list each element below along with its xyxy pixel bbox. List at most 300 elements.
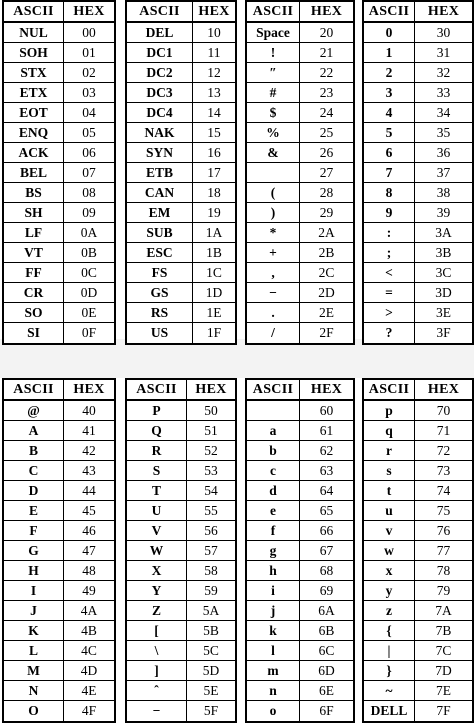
ascii-cell: 4 <box>364 103 415 122</box>
hex-cell: 18 <box>207 184 221 200</box>
table-row <box>127 601 235 621</box>
hex-cell: 62 <box>319 442 334 458</box>
hex-cell: 74 <box>436 482 451 498</box>
ascii-cell: STX <box>4 63 64 82</box>
ascii-table-4 <box>362 0 474 345</box>
table-row <box>247 481 353 501</box>
table-header <box>364 380 472 401</box>
hex-cell: 79 <box>436 582 451 598</box>
hex-cell: 2F <box>319 325 334 340</box>
ascii-cell: + <box>247 243 300 262</box>
hex-cell: 73 <box>436 462 451 478</box>
ascii-cell: ETX <box>4 83 64 102</box>
table-row <box>364 421 472 441</box>
table-row <box>4 143 114 163</box>
table-row <box>364 581 472 601</box>
ascii-column-header: ASCII <box>247 380 300 399</box>
table-row <box>127 521 235 541</box>
ascii-cell: DELL <box>364 701 415 721</box>
table-row <box>4 421 114 441</box>
ascii-cell: P <box>127 401 187 420</box>
table-row <box>127 63 235 83</box>
table-row <box>4 283 114 303</box>
ascii-cell: E <box>4 501 64 520</box>
hex-cell: 01 <box>82 44 96 60</box>
hex-cell: 3C <box>435 264 452 280</box>
ascii-cell: ! <box>247 43 300 62</box>
table-header <box>4 2 114 23</box>
table-row <box>364 43 472 63</box>
table-row <box>364 63 472 83</box>
hex-cell: 75 <box>436 502 451 518</box>
table-row <box>127 661 235 681</box>
hex-cell: 58 <box>204 562 218 578</box>
hex-cell: 4B <box>81 622 97 638</box>
table-row <box>4 641 114 661</box>
ascii-column-header: ASCII <box>4 2 64 21</box>
hex-cell: 0E <box>81 304 97 320</box>
ascii-cell: | <box>364 641 415 660</box>
ascii-table-2 <box>125 0 237 345</box>
ascii-cell: i <box>247 581 300 600</box>
ascii-cell: ; <box>364 243 415 262</box>
hex-cell: 39 <box>436 204 451 220</box>
hex-cell: 49 <box>82 582 96 598</box>
hex-cell: 1C <box>206 264 222 280</box>
ascii-cell: D <box>4 481 64 500</box>
ascii-cell: f <box>247 521 300 540</box>
ascii-cell: DC1 <box>127 43 193 62</box>
table-row <box>127 83 235 103</box>
ascii-cell: : <box>364 223 415 242</box>
hex-cell: 05 <box>82 124 96 140</box>
ascii-cell: ) <box>247 203 300 222</box>
hex-cell: 3D <box>435 284 452 300</box>
ascii-cell: m <box>247 661 300 680</box>
ascii-cell: a <box>247 421 300 440</box>
ascii-cell: 8 <box>364 183 415 202</box>
hex-cell: 55 <box>204 502 218 518</box>
ascii-column-header: ASCII <box>127 2 193 21</box>
hex-cell: 5A <box>202 602 220 618</box>
ascii-cell: $ <box>247 103 300 122</box>
hex-cell: 42 <box>82 442 96 458</box>
hex-cell: 52 <box>204 442 218 458</box>
ascii-cell: H <box>4 561 64 580</box>
hex-cell: 09 <box>82 204 96 220</box>
ascii-cell: K <box>4 621 64 640</box>
hex-cell: 4D <box>80 662 98 678</box>
ascii-column-header: ASCII <box>127 380 187 399</box>
table-row <box>247 501 353 521</box>
table-row <box>127 203 235 223</box>
ascii-cell: { <box>364 621 415 640</box>
table-row <box>247 243 353 263</box>
ascii-cell: L <box>4 641 64 660</box>
hex-cell: 37 <box>436 164 451 180</box>
table-row <box>127 123 235 143</box>
hex-cell: 1A <box>205 224 223 240</box>
table-header <box>364 2 472 23</box>
table-row <box>247 441 353 461</box>
ascii-cell: y <box>364 581 415 600</box>
hex-cell: 0C <box>81 264 97 280</box>
ascii-cell: SH <box>4 203 64 222</box>
table-row <box>364 83 472 103</box>
hex-cell: 5F <box>203 703 219 718</box>
hex-cell: 72 <box>436 442 451 458</box>
ascii-cell: DEL <box>127 23 193 42</box>
ascii-cell: C <box>4 461 64 480</box>
ascii-cell: ? <box>364 323 415 343</box>
ascii-cell: BS <box>4 183 64 202</box>
ascii-cell: k <box>247 621 300 640</box>
hex-cell: 6D <box>318 662 335 678</box>
table-row <box>364 23 472 43</box>
hex-cell: 65 <box>319 502 334 518</box>
table-row <box>364 283 472 303</box>
ascii-cell: Y <box>127 581 187 600</box>
ascii-cell: − <box>127 701 187 721</box>
table-row <box>127 183 235 203</box>
table-row <box>247 223 353 243</box>
table-row <box>127 43 235 63</box>
table-header <box>4 380 114 401</box>
hex-cell: 23 <box>319 84 334 100</box>
hex-cell: 21 <box>319 44 334 60</box>
table-row <box>364 561 472 581</box>
table-row <box>4 661 114 681</box>
ascii-cell: EOT <box>4 103 64 122</box>
ascii-cell: d <box>247 481 300 500</box>
hex-cell: 3F <box>436 325 451 340</box>
ascii-cell: } <box>364 661 415 680</box>
ascii-cell: \ <box>127 641 187 660</box>
ascii-cell: FS <box>127 263 193 282</box>
hex-cell: 1E <box>206 304 222 320</box>
hex-cell: 3B <box>435 244 452 260</box>
ascii-cell: z <box>364 601 415 620</box>
table-row <box>4 303 114 323</box>
table-row <box>4 481 114 501</box>
hex-cell: 70 <box>436 402 451 418</box>
table-row <box>364 541 472 561</box>
table-row <box>127 681 235 701</box>
table-row <box>127 581 235 601</box>
hex-cell: 4C <box>81 642 97 658</box>
hex-cell: 32 <box>436 64 451 80</box>
hex-cell: 56 <box>204 522 218 538</box>
hex-cell: 68 <box>319 562 334 578</box>
ascii-cell: EM <box>127 203 193 222</box>
table-row <box>127 143 235 163</box>
table-row <box>4 441 114 461</box>
hex-column-header: HEX <box>310 381 343 397</box>
hex-cell: 2A <box>318 224 335 240</box>
table-row <box>4 263 114 283</box>
table-header <box>127 380 235 401</box>
ascii-cell: CAN <box>127 183 193 202</box>
table-row <box>247 43 353 63</box>
ascii-cell: R <box>127 441 187 460</box>
ascii-cell: u <box>364 501 415 520</box>
hex-cell: 3E <box>436 304 451 320</box>
ascii-cell: O <box>4 701 64 721</box>
table-row <box>364 601 472 621</box>
table-row <box>364 263 472 283</box>
hex-cell: 47 <box>82 542 96 558</box>
hex-cell: 46 <box>82 522 96 538</box>
table-row <box>364 303 472 323</box>
hex-cell: 76 <box>436 522 451 538</box>
ascii-cell: ″ <box>247 63 300 82</box>
table-row <box>127 323 235 343</box>
table-row <box>4 183 114 203</box>
ascii-cell: * <box>247 223 300 242</box>
ascii-cell: W <box>127 541 187 560</box>
table-row <box>127 561 235 581</box>
table-row <box>364 243 472 263</box>
hex-cell: 3A <box>435 224 452 240</box>
ascii-cell: ˆ <box>127 681 187 700</box>
hex-cell: 71 <box>436 422 451 438</box>
hex-cell: 59 <box>204 582 218 598</box>
ascii-cell: J <box>4 601 64 620</box>
ascii-cell: ] <box>127 661 187 680</box>
hex-cell: 10 <box>207 24 221 40</box>
table-row <box>247 581 353 601</box>
ascii-cell: 1 <box>364 43 415 62</box>
table-row <box>364 223 472 243</box>
hex-cell: 36 <box>436 144 451 160</box>
hex-cell: 0D <box>80 284 98 300</box>
hex-cell: 5B <box>203 622 219 638</box>
hex-cell: 2C <box>318 264 335 280</box>
hex-cell: 45 <box>82 502 96 518</box>
hex-cell: 1F <box>206 325 222 340</box>
table-row <box>247 163 353 183</box>
ascii-cell: 2 <box>364 63 415 82</box>
ascii-cell: X <box>127 561 187 580</box>
table-row <box>247 421 353 441</box>
table-row <box>4 323 114 343</box>
table-row <box>364 183 472 203</box>
table-row <box>247 323 353 343</box>
ascii-cell: l <box>247 641 300 660</box>
table-row <box>364 681 472 701</box>
hex-cell: 5E <box>203 682 219 698</box>
hex-cell: 5D <box>202 662 220 678</box>
ascii-cell: . <box>247 303 300 322</box>
ascii-cell: FF <box>4 263 64 282</box>
ascii-cell: & <box>247 143 300 162</box>
table-row <box>247 681 353 701</box>
ascii-cell: S <box>127 461 187 480</box>
ascii-cell: = <box>364 283 415 302</box>
ascii-cell: SYN <box>127 143 193 162</box>
hex-cell: 77 <box>436 542 451 558</box>
table-row <box>4 601 114 621</box>
table-row <box>127 401 235 421</box>
hex-cell: 38 <box>436 184 451 200</box>
ascii-column-header: ASCII <box>4 380 64 399</box>
hex-cell: 7F <box>436 703 451 718</box>
hex-cell: 33 <box>436 84 451 100</box>
ascii-column-header: ASCII <box>364 380 415 399</box>
table-row <box>364 501 472 521</box>
table-row <box>4 103 114 123</box>
ascii-cell: o <box>247 701 300 721</box>
table-row <box>364 203 472 223</box>
hex-cell: 02 <box>82 64 96 80</box>
hex-cell: 00 <box>82 24 96 40</box>
hex-cell: 0B <box>81 244 97 260</box>
ascii-cell: p <box>364 401 415 420</box>
ascii-cell: US <box>127 323 193 343</box>
table-row <box>4 243 114 263</box>
table-row <box>364 641 472 661</box>
hex-cell: 07 <box>82 164 96 180</box>
table-row <box>127 263 235 283</box>
hex-column-header: HEX <box>427 3 460 19</box>
hex-column-header: HEX <box>198 3 230 19</box>
table-row <box>127 103 235 123</box>
table-row <box>127 481 235 501</box>
hex-cell: 1D <box>205 284 223 300</box>
ascii-table-6 <box>125 378 237 723</box>
ascii-cell: > <box>364 303 415 322</box>
hex-cell: 7C <box>435 642 452 658</box>
table-row <box>247 701 353 721</box>
hex-cell: 06 <box>82 144 96 160</box>
table-row <box>4 541 114 561</box>
ascii-column-header: ASCII <box>247 2 300 21</box>
ascii-cell: ACK <box>4 143 64 162</box>
ascii-cell: U <box>127 501 187 520</box>
hex-cell: 35 <box>436 124 451 140</box>
ascii-cell: v <box>364 521 415 540</box>
ascii-cell: / <box>247 323 300 343</box>
hex-cell: 54 <box>204 482 218 498</box>
ascii-cell: ESC <box>127 243 193 262</box>
ascii-cell: CR <box>4 283 64 302</box>
table-row <box>247 303 353 323</box>
hex-cell: 78 <box>436 562 451 578</box>
hex-cell: 31 <box>436 44 451 60</box>
hex-cell: 6B <box>318 622 335 638</box>
hex-column-header: HEX <box>195 381 227 397</box>
hex-cell: 11 <box>207 44 221 60</box>
table-row <box>4 43 114 63</box>
table-row <box>364 521 472 541</box>
table-row <box>127 303 235 323</box>
table-row <box>4 461 114 481</box>
ascii-table-7 <box>245 378 355 723</box>
table-row <box>127 283 235 303</box>
hex-cell: 22 <box>319 64 334 80</box>
table-row <box>364 401 472 421</box>
table-row <box>127 243 235 263</box>
table-row <box>4 621 114 641</box>
hex-cell: 5C <box>203 642 219 658</box>
hex-cell: 7E <box>436 682 451 698</box>
hex-cell: 48 <box>82 562 96 578</box>
table-row <box>4 203 114 223</box>
hex-cell: 19 <box>207 204 221 220</box>
ascii-cell: , <box>247 263 300 282</box>
hex-column-header: HEX <box>73 3 105 19</box>
table-row <box>247 143 353 163</box>
table-row <box>4 23 114 43</box>
hex-cell: 08 <box>82 184 96 200</box>
table-row <box>364 701 472 721</box>
table-row <box>247 601 353 621</box>
hex-cell: 67 <box>319 542 334 558</box>
ascii-cell: NUL <box>4 23 64 42</box>
ascii-cell <box>247 401 300 420</box>
hex-cell: 25 <box>319 124 334 140</box>
ascii-cell: DC4 <box>127 103 193 122</box>
hex-column-header: HEX <box>73 381 105 397</box>
hex-cell: 17 <box>207 164 221 180</box>
ascii-cell: h <box>247 561 300 580</box>
table-row <box>247 23 353 43</box>
ascii-cell: e <box>247 501 300 520</box>
hex-cell: 57 <box>204 542 218 558</box>
hex-cell: 1B <box>206 244 222 260</box>
table-row <box>4 83 114 103</box>
ascii-cell: RS <box>127 303 193 322</box>
hex-cell: 51 <box>204 422 218 438</box>
hex-column-header: HEX <box>427 381 460 397</box>
hex-cell: 64 <box>319 482 334 498</box>
table-row <box>364 323 472 343</box>
hex-cell: 7A <box>435 602 452 618</box>
table-row <box>4 401 114 421</box>
ascii-cell: 9 <box>364 203 415 222</box>
ascii-cell <box>247 163 300 182</box>
hex-cell: 6C <box>318 642 335 658</box>
ascii-cell: % <box>247 123 300 142</box>
hex-cell: 28 <box>319 184 334 200</box>
table-row <box>364 163 472 183</box>
hex-cell: 0A <box>80 224 98 240</box>
ascii-cell: s <box>364 461 415 480</box>
table-row <box>247 283 353 303</box>
table-row <box>364 461 472 481</box>
ascii-cell: Space <box>247 23 300 42</box>
table-row <box>127 223 235 243</box>
table-row <box>127 441 235 461</box>
ascii-cell: c <box>247 461 300 480</box>
hex-cell: 7B <box>435 622 452 638</box>
table-row <box>247 521 353 541</box>
table-row <box>364 481 472 501</box>
ascii-column-header: ASCII <box>364 2 415 21</box>
table-row <box>247 103 353 123</box>
ascii-cell: Q <box>127 421 187 440</box>
table-row <box>247 63 353 83</box>
ascii-cell: DC3 <box>127 83 193 102</box>
hex-cell: 6A <box>318 602 335 618</box>
ascii-cell: @ <box>4 401 64 420</box>
ascii-cell: T <box>127 481 187 500</box>
table-row <box>127 541 235 561</box>
hex-cell: 7D <box>435 662 452 678</box>
ascii-cell: SOH <box>4 43 64 62</box>
ascii-cell: BEL <box>4 163 64 182</box>
ascii-cell: SUB <box>127 223 193 242</box>
